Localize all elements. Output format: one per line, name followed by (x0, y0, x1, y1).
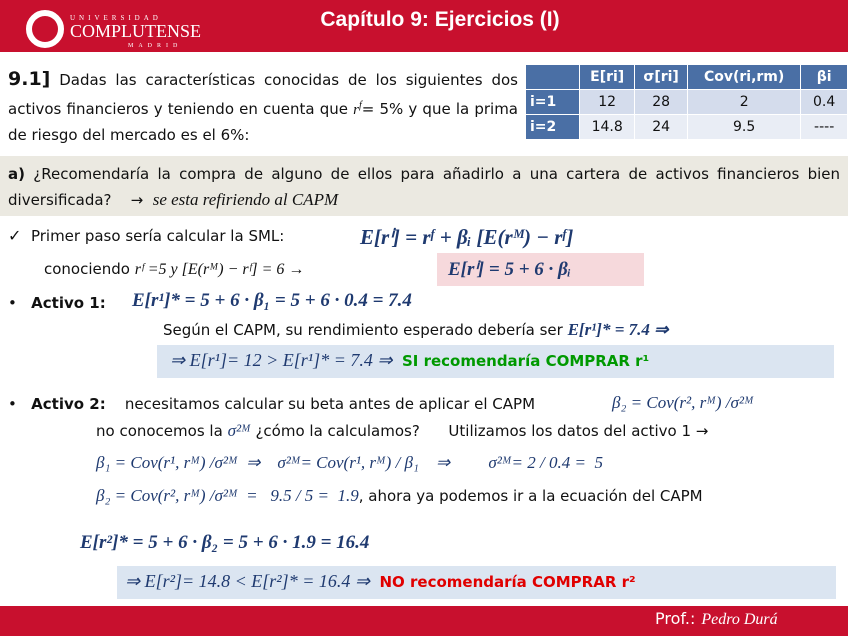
logo-line1: UNIVERSIDAD (70, 14, 162, 22)
asset2-text1: necesitamos calcular su beta antes de aplicar el CAPM (124, 395, 536, 413)
table-row (526, 115, 848, 140)
asset1-result-line (170, 350, 649, 371)
check-icon: ✓ (8, 226, 22, 245)
question-a (8, 162, 840, 213)
table-header-cell: βi (801, 65, 848, 90)
logo-line3: MADRID (128, 43, 183, 49)
asset1-capm-text: Según el CAPM, su rendimiento esperado debería ser (163, 321, 563, 339)
question-hint: se esta refiriendo al CAPM (152, 190, 339, 209)
prof-label: Prof.: (655, 609, 696, 628)
step1-text: Primer paso sería calcular la SML: (30, 227, 285, 245)
question-text: ¿Recomendaría la compra de alguno de ellos para añadirlo a una cartera de activos financieros bien diversificada? (8, 165, 840, 209)
asset2-variance-line (96, 421, 708, 441)
table-row (526, 90, 848, 115)
table-header-cell (526, 65, 580, 90)
beta2-line (96, 486, 703, 506)
asset2-result-line (125, 571, 636, 592)
bullet-icon: • (8, 395, 17, 413)
table-cell: 14.8 (580, 115, 635, 140)
asset2-verdict: NO recomendaría COMPRAR r² (379, 573, 636, 591)
table-cell: 28 (635, 90, 688, 115)
table-header-cell: σ[ri] (635, 65, 688, 90)
table-cell: i=1 (526, 90, 580, 115)
table-cell: 0.4 (801, 90, 848, 115)
asset1-verdict: SI recomendaría COMPRAR r¹ (401, 352, 650, 370)
knowing-line (44, 260, 304, 279)
asset-data-table (525, 64, 848, 140)
bullet-icon: • (8, 294, 17, 312)
table-cell: 2 (687, 90, 800, 115)
question-label: a) (8, 165, 25, 183)
table-cell: ---- (801, 115, 848, 140)
variance-derivation: β₁ = Cov(r¹, rᴹ) /σ²ᴹ ⇒ σ²ᴹ= Cov(r¹, rᴹ) / β₁ ⇒ σ²ᴹ= 2 / 0.4 = 5 (96, 453, 603, 472)
asset1-capm-math: E[r¹]* = 7.4 ⇒ (567, 320, 669, 339)
asset2-text3: ¿cómo la calculamos? (255, 422, 420, 440)
sml-result: E[rⁱ] = 5 + 6 · βᵢ (448, 259, 571, 280)
asset1-formula: E[r¹]* = 5 + 6 · β₁ = 5 + 6 · 0.4 = 7.4 (132, 290, 412, 311)
problem-statement (8, 67, 518, 148)
table-cell: i=2 (526, 115, 580, 140)
knowing-text: conociendo (44, 260, 130, 278)
asset1-label: Activo 1: (31, 294, 106, 312)
asset2-label: Activo 2: (31, 395, 106, 413)
beta2-definition: β₂ = Cov(r², rᴹ) /σ²ᴹ (612, 393, 754, 412)
table-header-row (526, 65, 848, 90)
professor-credit (655, 609, 778, 629)
sml-formula: E[rⁱ] = rᶠ + βᵢ [E(rᴹ) − rᶠ] (360, 225, 574, 249)
asset1-capm-line (163, 320, 668, 340)
asset1-line (8, 294, 106, 312)
rf-symbol: r (353, 102, 359, 118)
prof-name: Pedro Durá (701, 611, 778, 628)
beta2-text: , ahora ya podemos ir a la ecuación del CAPM (358, 487, 703, 505)
beta2-calculation: β₂ = Cov(r², rᴹ) /σ²ᴹ = 9.5 / 5 = 1.9 (96, 486, 359, 505)
logo-line2: COMPLUTENSE (70, 21, 202, 41)
table-cell: 9.5 (687, 115, 800, 140)
right-arrow-icon: → (130, 191, 144, 209)
problem-number: 9.1] (8, 68, 51, 90)
knowing-math: rᶠ =5 y [E(rᴹ) − rᶠ] = 6 → (134, 261, 305, 278)
page-title: Capítulo 9: Ejercicios (I) (320, 8, 560, 31)
asset2-compare: ⇒ E[r²]= 14.8 < E[r²]* = 16.4 ⇒ (125, 571, 370, 591)
asset2-line (8, 395, 535, 413)
asset2-text2: no conocemos la (96, 422, 223, 440)
table-header-cell: Cov(ri,rm) (687, 65, 800, 90)
intro-text-after: = 5% y que la prima de riesgo del mercado es el 6%: (8, 100, 518, 144)
market-variance-symbol: σ²ᴹ (227, 421, 251, 440)
asset2-text4: Utilizamos los datos del activo 1 → (448, 422, 709, 440)
university-seal-icon (26, 10, 64, 48)
step1-line (8, 226, 284, 245)
asset1-compare: ⇒ E[r¹]= 12 > E[r¹]* = 7.4 ⇒ (170, 350, 393, 370)
table-header-cell: E[ri] (580, 65, 635, 90)
intro-text-before: Dadas las características conocidas de los siguientes dos activos financieros y teniendo en cuenta que (8, 71, 518, 118)
asset2-capm-formula: E[r²]* = 5 + 6 · β₂ = 5 + 6 · 1.9 = 16.4 (80, 532, 370, 553)
rf-superscript: f (358, 100, 362, 111)
table-cell: 24 (635, 115, 688, 140)
table-cell: 12 (580, 90, 635, 115)
